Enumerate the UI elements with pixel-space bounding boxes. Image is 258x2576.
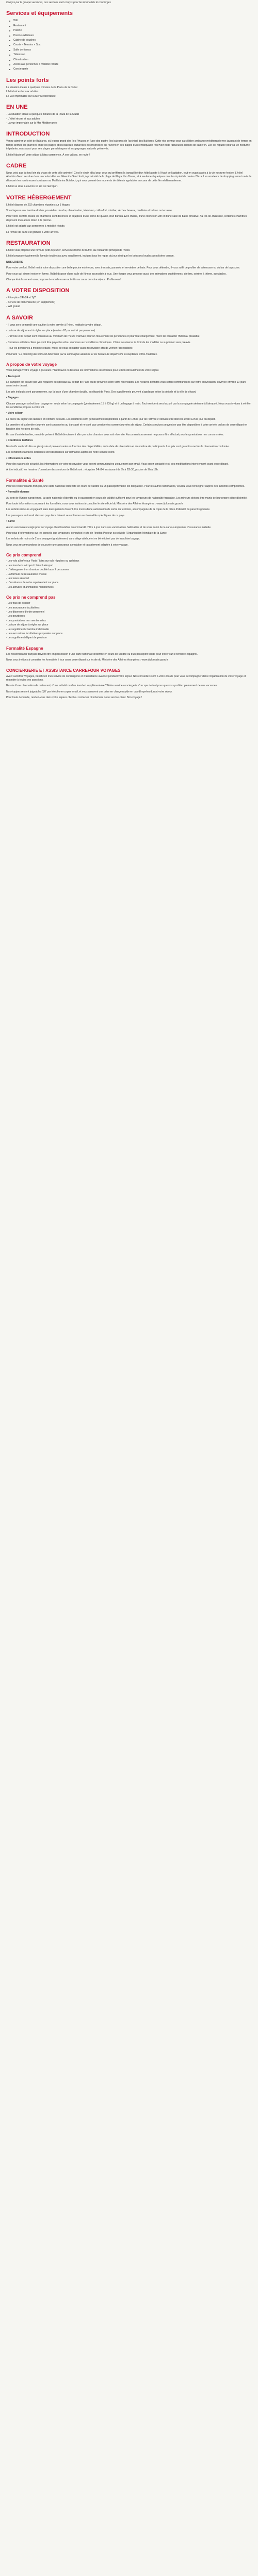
service-item: Restaurant [6, 24, 252, 28]
services-title: Services et équipements [6, 10, 73, 17]
voyage-paragraph: Les conditions tarifaires détaillées sont disponibles sur demande auprès de notre service client. [6, 451, 115, 454]
passeport-paragraph: Nous vous invitons à consulter les formalités à jour avant votre départ sur le site du Ministère des Affaires étrangères : www.diplomatie.gouv.fr [6, 658, 168, 662]
service-item: Wifi [6, 19, 252, 23]
formalites-paragraph: Les enfants de moins de 2 ans voyagent gratuitement, sans siège attribué et ne bénéficient pas de franchise bagage. [6, 537, 140, 541]
comprend-title: Ce prix comprend [6, 553, 42, 558]
points-forts-item: L'hôtel récent et aux adultes [6, 90, 39, 94]
conciergerie-paragraph: Nos équipes restent joignables 7j/7 par téléphone ou par email, et vous assurent une prise en charge rapide en cas d'imprévu durant votre séjour. [6, 690, 173, 693]
ne-comprend-pas-item: - Les frais de dossier [6, 602, 30, 605]
comprend-item: - L'hébergement en chambre double base 2 personnes [6, 568, 69, 572]
comprend-item: - Les taxes aéroport [6, 577, 29, 580]
passeport-paragraph: Les ressortissants français doivent être en possession d'une carte nationale d'identité en cours de validité ou d'un passeport valide pour entrer sur le territoire espagnol. [6, 652, 198, 656]
voyage-paragraph: La durée du séjour est calculée en nombre de nuits. Les chambres sont généralement disponibles à partir de 14h le jour de l'arrivée et doivent être libérées avant 12h le jour du départ. [6, 417, 216, 421]
disposition-item: - Réception 24h/24 et 7j/7 [6, 296, 36, 300]
service-item: Accès aux personnes à mobilité réduite [6, 63, 252, 66]
voyage-paragraph: Pour des raisons de sécurité, les informations de votre réservation vous seront communiquées uniquement par email. Vous serez contacté(e) si des modifications interviennent avant votre départ. [6, 463, 229, 466]
cadre-paragraph: L'hôtel se situe à environ 10 km de l'aéroport. [6, 185, 58, 189]
loisirs-heading: NOS LOISIRS [6, 260, 23, 264]
service-item: Climatisation [6, 58, 252, 62]
services-list [6, 19, 252, 71]
formalites-paragraph: Pour plus d'informations sur les conseils aux voyageurs, consultez le site de l'Institut Pasteur ou celui de l'Organisation Mondiale de la Santé. [6, 532, 168, 535]
hebergement-title: VOTRE HÉBERGEMENT [6, 194, 72, 201]
a-savoir-paragraph: - Il vous sera demandé une caution à votre arrivée à l'hôtel, restituée à votre départ. [6, 323, 102, 327]
formalites-paragraph: Pour les ressortissants français, une carte nationale d'identité en cours de validité ou un passeport valide est obligatoire. Pour les autres nationalités, veuillez vous renseigner auprès des autorités compétentes. [6, 484, 245, 488]
voyage-paragraph: Le transport est assuré par vols réguliers ou spéciaux au départ de Paris ou de province selon votre réservation. Les horaires définitifs vous seront communiqués sur votre convocation, envoyée environ 10 jours avant votre départ. [6, 380, 246, 388]
conditions-heading: • Conditions tarifaires [6, 439, 33, 443]
ne-comprend-pas-item: - Les excursions facultatives proposées sur place [6, 632, 63, 635]
conciergerie-title: CONCIERGERIE ET ASSISTANCE CARREFOUR VOYAGES [6, 668, 121, 673]
douane-heading: • Formalité douane [6, 490, 29, 494]
cadre-paragraph: Nous voici pas du tout loin du chaos de cette ville animée ! C'est le choix idéal pour ceux qui préfèrent la tranquillité d'un hôtel adulte à l'écart de l'agitation, tout en ayant accès à la vie nocturne festive. L'hôtel Abaddon Nexo se situe dans un cadre idéal sur l'Avenida Sant Jordi, à proximité de la plage de Playa d'en Bossa, et à seulement quelques minutes à pied du centre d'Ibiza. Les amateurs de shopping seront ravis de découvrir les nombreuses boutiques au Mall Marina Botafoch, qui vous promet des moments de détente agréables au cœur de cette île méditerranéenne. [6, 171, 252, 182]
ne-comprend-pas-item: - Les assurances facultatives [6, 606, 40, 609]
voyage-paragraph: Les prix indiqués sont par personne, sur la base d'une chambre double, au départ de Paris. Des suppléments peuvent s'appliquer selon la période et la ville de départ. [6, 390, 197, 394]
a-savoir-important: Important : Le planning des vols est déterminé par la compagnie aérienne et les heures de départ sont susceptibles d'être modifiées. [6, 352, 158, 356]
voyage-paragraph: En cas d'arrivée tardive, merci de prévenir l'hôtel directement afin que votre chambre vous soit réservée. Aucun remboursement ne pourra être effectué pour les prestations non consommées. [6, 433, 224, 436]
voyage-paragraph: La première et la dernière journée sont consacrées au transport et ne sont pas considérées comme journées de séjour. Certains services peuvent ne pas être disponibles à votre arrivée ou lors de votre départ en fonction des horaires de vols. [6, 423, 248, 431]
ne-comprend-pas-item: - Les prestations non mentionnées [6, 619, 46, 622]
en-une-title: EN UNE [6, 104, 28, 111]
formalites-paragraph: Nous vous recommandons de souscrire une assurance annulation et rapatriement adaptée à votre voyage. [6, 543, 128, 547]
service-item: Piscine [6, 29, 252, 32]
restauration-paragraph: Pour votre confort, l'hôtel met à votre disposition une belle piscine extérieure, avec transats, parasols et serviettes de bain. Pour vous détendre, il vous suffit de profiter de la terrasse ou du bar de la piscine. [6, 266, 240, 270]
service-item: Piscine extérieure [6, 34, 252, 38]
a-savoir-paragraph: - La taxe de séjour est à régler sur place (environ 2€ par nuit et par personne). [6, 329, 96, 333]
introduction-title: INTRODUCTION [6, 131, 50, 138]
restauration-paragraph: Pour ceux qui aiment rester en forme, l'hôtel dispose d'une salle de fitness accessible à tous. Une équipe vous propose aussi des animations quotidiennes, ateliers, soirées à thème, spectacles. [6, 272, 227, 276]
voyage-paragraph: Vous partagez votre voyage à plusieurs ? Retrouvez ci-dessous les informations essentielles pour le bon déroulement de votre séjour. [6, 369, 159, 372]
ne-comprend-pas-item: - La taxe de séjour à régler sur place [6, 623, 49, 627]
ne-comprend-pas-item: - Les dépenses d'ordre personnel [6, 610, 45, 614]
en-une-list [6, 113, 252, 125]
disposition-list [6, 296, 252, 309]
conciergerie-paragraph: Besoin d'une réservation de restaurant, d'une activité ou d'un transfert supplémentaire ? Notre service conciergerie s'occupe de tout pour que vous profitiez pleinement de vos vacances. [6, 684, 218, 688]
disposition-item: - Service de blanchisserie (en supplément) [6, 300, 55, 304]
voyage-title: A propos de votre voyage [6, 362, 57, 367]
passeport-title: Formalité Espagne [6, 646, 43, 651]
en-une-item: - La situation idéale à quelques minutes de la Plaza de la Ciutat [6, 113, 79, 116]
service-item: Courts – Terrains » Spa [6, 43, 252, 47]
points-forts-item: La situation idéale à quelques minutes de la Plaza de la Ciutat [6, 86, 77, 89]
formalites-title: Formalités & Santé [6, 478, 44, 483]
a-savoir-paragraph: - Certaines activités citées peuvent être payantes et/ou soumises aux conditions climatiques. L'hôtel se réserve le droit de les modifier ou supprimer sans préavis. [6, 341, 191, 344]
points-forts-title: Les points forts [6, 77, 49, 83]
formalites-paragraph: Aucun vaccin n'est exigé pour ce voyage. Il est toutefois recommandé d'être à jour dans vos vaccinations habituelles et de vous munir de la carte européenne d'assurance maladie. [6, 526, 212, 529]
a-savoir-paragraph: - Pour les personnes à mobilité réduite, merci de nous contacter avant réservation afin de vérifier l'accessibilité. [6, 347, 134, 350]
formalites-paragraph: Pour toute information concernant les formalités, nous vous invitons à consulter le site officiel du Ministère des Affaires étrangères : www.diplomatie.gouv.fr [6, 502, 183, 506]
hebergement-paragraph: L'hôtel dispose de 292 chambres réparties sur 5 étages. [6, 203, 71, 207]
ne-comprend-pas-item: - Le supplément chambre individuelle [6, 628, 49, 631]
comprend-item: - Les vols aller/retour Paris / Ibiza sur vols réguliers ou spéciaux [6, 560, 79, 563]
service-item: Salle de fitness [6, 48, 252, 52]
points-forts-list [6, 86, 252, 98]
formalites-paragraph: Les passagers en transit dans un pays tiers doivent se conformer aux formalités spécifiques de ce pays. [6, 514, 125, 517]
en-une-item: - La vue imprenable sur la Mer Méditerranée [6, 121, 57, 125]
comprend-item: - Les activités et animations mentionnées [6, 585, 54, 589]
introduction-paragraph: Venez admirer un côté de Baléares, où le plus grand des îles Pityuses et l'une des quatre îles baléares de l'archipel des Baléares. Cette rive connue pour sa célèbre ambiance méditerranéenne jaugeant de temps en temps animée les journées entre les plages et les bateaux, culturelles et sensorielles qui revient en ses plages d'un remarquable réservoir et de fabuleuses criques de sable fin. Elle est réputée pour sa vie nocturne trépidante, mais aussi pour ses plages paradisiaques et ses paysages naturels préservés. [6, 140, 252, 151]
sejour-heading: • Votre séjour [6, 412, 23, 415]
formalites-paragraph: Les enfants mineurs voyageant sans leurs parents doivent être munis d'une autorisation de sortie du territoire, accompagnée de la copie de la pièce d'identité du parent signataire. [6, 508, 211, 512]
service-item: Télévision [6, 53, 252, 57]
a-savoir-paragraph: - L'arrivée et le départ sont convenus au minimum de l'heure d'arrivée pour un mouvement de personnes et pour tout changement, merci de contacter l'hôtel au préalable. [6, 335, 200, 338]
restauration-paragraph: L'hôtel vous propose une formule petit-déjeuner, servi sous forme de buffet, au restaurant principal de l'hôtel. [6, 249, 131, 252]
voyage-paragraph: Chaque passager a droit à un bagage en soute selon la compagnie (généralement 15 à 23 kg) et à un bagage à main. Tout excédent sera facturé par la compagnie aérienne à l'aéroport. Nous vous invitons à vérifier les conditions propres à votre vol. [6, 402, 251, 409]
intro-text: Conçus par le groupe vacances, ces services sont conçus pour les Formalités & concierges [6, 1, 111, 4]
hebergement-paragraph: Vous logerez en chambre double, possédant douche, climatisation, télévision, coffre-fort, minibar, sèche-cheveux, bouilloire et balcon ou terrasse. [6, 209, 173, 212]
restauration-title: RESTAURATION [6, 240, 51, 246]
ne-comprend-pas-title: Ce prix ne comprend pas [6, 595, 56, 600]
introduction-paragraph: L'hôtel fabuleux! Votre séjour à Ibiza commence. À vos valises, en route ! [6, 153, 90, 157]
service-item: Conciergerie [6, 67, 252, 71]
points-forts-item: Le vue imprenable sur la Mer Méditerranée [6, 94, 56, 98]
restauration-paragraph: Chaque établissement vous propose de nombreuses activités au cours de votre séjour : Profitez-en ! [6, 278, 121, 282]
disposition-item: - Wifi gratuit [6, 305, 20, 309]
disposition-title: A VOTRE DISPOSITION [6, 287, 70, 294]
comprend-item: - La formule de restauration choisie [6, 572, 47, 576]
ne-comprend-pas-list [6, 602, 252, 640]
page [0, 0, 258, 707]
bagages-heading: • Bagages [6, 396, 19, 400]
transport-heading: • Transport [6, 375, 20, 378]
formalites-paragraph: Au sein de l'Union européenne, la carte nationale d'identité ou le passeport en cours de validité suffisent pour les voyageurs de nationalité française. Les mineurs doivent être munis de leur propre pièce d'identité. [6, 496, 248, 500]
voyage-paragraph: À titre indicatif, les horaires d'ouverture des services de l'hôtel sont : réception 24h/24, restaurant de 7h à 22h30, piscine de 9h à 19h. [6, 468, 159, 472]
comprend-item: - Les transferts aéroport / hôtel / aéroport [6, 564, 54, 567]
a-savoir-title: A SAVOIR [6, 314, 33, 321]
infos-heading: • Informations utiles [6, 456, 31, 460]
cadre-title: CADRE [6, 162, 27, 169]
conciergerie-paragraph: Avec Carrefour Voyages, bénéficiez d'un service de conciergerie et d'assistance avant et pendant votre séjour. Nos conseillers sont à votre écoute pour vous accompagner dans l'organisation de votre voyage et répondre à toutes vos questions. [6, 674, 246, 682]
restauration-paragraph: L'hôtel propose également la formule tout inclus avec supplément, incluant tous les repas du jour ainsi que les boissons locales alcoolisées ou non. [6, 255, 174, 258]
hebergement-paragraph: Pour votre confort, toutes les chambres sont décorées et équipées d'une literie de qualité, d'un bureau avec chaise, d'une connexion wifi et d'une salle de bains privative. Au rez-de-chaussée, certaines chambres disposent d'un accès direct à la piscine. [6, 215, 247, 222]
conciergerie-paragraph: Pour toute demande, rendez-vous dans votre espace client ou contactez directement notre service client. Bon voyage ! [6, 696, 142, 700]
hebergement-paragraph: La remise de carte est gratuite à votre arrivée. [6, 230, 59, 234]
ne-comprend-pas-item: - Le supplément départ de province [6, 636, 47, 640]
comprend-list [6, 560, 252, 589]
en-une-item: - L'hôtel récent et aux adultes [6, 117, 40, 121]
sante-heading: • Santé [6, 520, 15, 523]
voyage-paragraph: Nos tarifs sont calculés au plus juste et peuvent varier en fonction des disponibilités, de la date de réservation et du nombre de participants. Les prix sont garantis une fois la réservation confirmée. [6, 445, 230, 448]
comprend-item: - L'assistance de notre représentant sur place [6, 581, 59, 585]
hebergement-paragraph: L'hôtel est adapté aux personnes à mobilité réduite. [6, 225, 66, 228]
service-item: Cabine de douches [6, 39, 252, 42]
ne-comprend-pas-item: - Les pourboires [6, 615, 25, 618]
